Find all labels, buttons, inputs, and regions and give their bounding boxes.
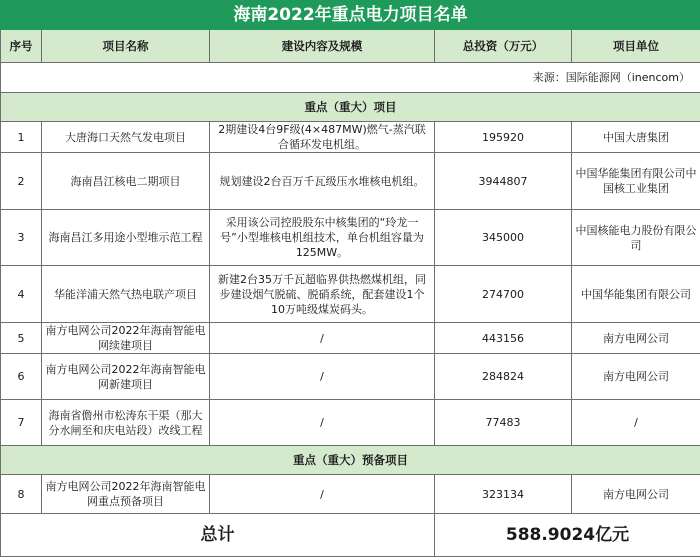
row-content: 新建2台35万千瓦超临界供热燃煤机组，同步建设烟气脱硫、脱硝系统，配套建设1个10万吨级煤炭码头。 — [210, 266, 435, 323]
row-name: 南方电网公司2022年海南智能电网重点预备项目 — [42, 475, 210, 514]
row-content: / — [210, 475, 435, 514]
table-row — [1, 122, 700, 153]
page-title: 海南2022年重点电力项目名单 — [1, 1, 700, 30]
row-unit: 中国大唐集团 — [572, 122, 700, 153]
row-unit: 南方电网公司 — [572, 323, 700, 354]
row-content: / — [210, 400, 435, 446]
total-value: 588.9024亿元 — [435, 514, 700, 557]
row-name: 华能洋浦天然气热电联产项目 — [42, 266, 210, 323]
row-name: 海南昌江多用途小型堆示范工程 — [42, 210, 210, 266]
row-seq: 6 — [1, 354, 42, 400]
row-seq: 5 — [1, 323, 42, 354]
table-row — [1, 323, 700, 354]
row-seq: 4 — [1, 266, 42, 323]
row-seq: 1 — [1, 122, 42, 153]
row-investment: 77483 — [435, 400, 572, 446]
row-seq: 3 — [1, 210, 42, 266]
row-seq: 8 — [1, 475, 42, 514]
table-row — [1, 400, 700, 446]
row-content: / — [210, 323, 435, 354]
table-row — [1, 354, 700, 400]
row-investment: 274700 — [435, 266, 572, 323]
table-row — [1, 210, 700, 266]
row-unit: 南方电网公司 — [572, 354, 700, 400]
row-name: 南方电网公司2022年海南智能电网续建项目 — [42, 323, 210, 354]
row-content: 规划建设2台百万千瓦级压水堆核电机组。 — [210, 153, 435, 210]
row-unit: 中国华能集团有限公司 — [572, 266, 700, 323]
row-content: / — [210, 354, 435, 400]
row-investment: 323134 — [435, 475, 572, 514]
row-seq: 7 — [1, 400, 42, 446]
row-unit: / — [572, 400, 700, 446]
row-unit: 南方电网公司 — [572, 475, 700, 514]
source-note: 来源：国际能源网（inencom） — [1, 63, 700, 93]
row-investment: 195920 — [435, 122, 572, 153]
total-row — [1, 514, 700, 557]
header-seq: 序号 — [1, 30, 42, 63]
header-content: 建设内容及规模 — [210, 30, 435, 63]
row-seq: 2 — [1, 153, 42, 210]
row-investment: 3944807 — [435, 153, 572, 210]
header-name: 项目名称 — [42, 30, 210, 63]
row-name: 大唐海口天然气发电项目 — [42, 122, 210, 153]
table-row — [1, 266, 700, 323]
row-name: 海南省儋州市松涛东干渠（那大分水闸至和庆电站段）改线工程 — [42, 400, 210, 446]
row-name: 南方电网公司2022年海南智能电网新建项目 — [42, 354, 210, 400]
header-investment: 总投资（万元） — [435, 30, 572, 63]
row-name: 海南昌江核电二期项目 — [42, 153, 210, 210]
row-investment: 345000 — [435, 210, 572, 266]
table-row — [1, 153, 700, 210]
section-title: 重点（重大）项目 — [1, 93, 700, 122]
header-row — [1, 30, 700, 63]
table-row — [1, 475, 700, 514]
row-unit: 中国核能电力股份有限公司 — [572, 210, 700, 266]
section-title: 重点（重大）预备项目 — [1, 446, 700, 475]
row-investment: 443156 — [435, 323, 572, 354]
row-investment: 284824 — [435, 354, 572, 400]
row-unit: 中国华能集团有限公司中国核工业集团 — [572, 153, 700, 210]
header-unit: 项目单位 — [572, 30, 700, 63]
row-content: 2期建设4台9F级(4×487MW)燃气-蒸汽联合循环发电机组。 — [210, 122, 435, 153]
total-label: 总计 — [1, 514, 435, 557]
row-content: 采用该公司控股股东中核集团的“玲龙一号”小型堆核电机组技术，单台机组容量为125MW。 — [210, 210, 435, 266]
